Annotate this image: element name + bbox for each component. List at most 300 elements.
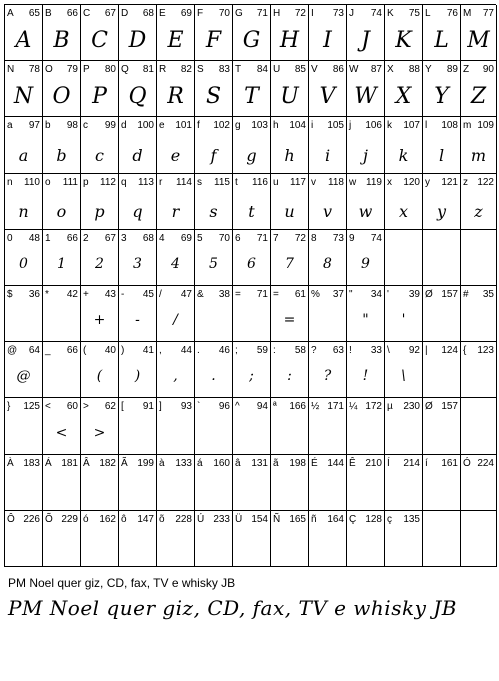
glyph-label [349, 458, 382, 469]
glyph-sample: s [209, 201, 218, 221]
glyph-code: 128 [365, 513, 382, 525]
glyph-label [45, 8, 78, 19]
glyph-label [235, 345, 268, 356]
glyph-char: 3 [121, 232, 127, 244]
glyph-char: 4 [159, 232, 165, 244]
glyph-code: 118 [328, 176, 344, 188]
glyph-cell [157, 174, 195, 230]
glyph-char: y [425, 176, 430, 188]
glyph-code: 67 [104, 8, 116, 19]
glyph-code: 214 [403, 457, 420, 469]
glyph-code: 70 [218, 232, 230, 244]
glyph-sample: I [323, 28, 332, 54]
glyph-cell [81, 61, 119, 117]
glyph-sample: B [53, 28, 70, 54]
glyph-sample: < [55, 424, 68, 441]
glyph-cell [157, 5, 195, 61]
glyph-char: s [197, 176, 202, 188]
glyph-char: 7 [273, 232, 279, 244]
glyph-code: 112 [100, 176, 116, 188]
glyph-label [159, 120, 192, 131]
glyph-sample: 7 [285, 255, 294, 272]
glyph-char: l [425, 120, 428, 132]
glyph-sample: X [395, 84, 412, 110]
glyph-code: 64 [28, 345, 40, 357]
glyph-label [387, 345, 420, 356]
glyph-char: S [197, 64, 204, 76]
glyph-char: * [45, 288, 49, 300]
glyph-sample: . [211, 368, 216, 385]
glyph-code: 94 [256, 401, 268, 413]
glyph-char: Ó [463, 457, 471, 469]
glyph-char: ã [273, 457, 279, 469]
glyph-cell [81, 511, 119, 567]
glyph-cell [195, 5, 233, 61]
glyph-code: 119 [366, 176, 382, 188]
glyph-char: = [235, 288, 241, 300]
glyph-sample: l [438, 145, 445, 165]
glyph-char: à [159, 457, 165, 469]
glyph-code: 71 [256, 232, 268, 244]
glyph-code: 74 [370, 232, 382, 244]
glyph-sample: = [283, 312, 296, 329]
glyph-cell [271, 342, 309, 398]
glyph-row [5, 5, 496, 61]
glyph-cell [309, 342, 347, 398]
glyph-label [349, 177, 382, 188]
glyph-label [197, 64, 230, 75]
glyph-label [45, 177, 78, 188]
glyph-char: z [463, 176, 468, 188]
glyph-cell [423, 174, 461, 230]
glyph-code: 120 [403, 176, 420, 188]
glyph-char: ) [121, 345, 125, 357]
glyph-char: ^ [235, 401, 240, 413]
glyph-sample: e [170, 145, 181, 165]
glyph-code: 124 [441, 345, 458, 357]
glyph-sample: y [436, 201, 447, 221]
glyph-char: # [463, 288, 469, 300]
glyph-code: 72 [294, 8, 306, 19]
glyph-char: 9 [349, 232, 355, 244]
glyph-cell [81, 174, 119, 230]
glyph-sample: k [398, 145, 409, 165]
glyph-sample: 5 [209, 255, 218, 272]
glyph-code: 93 [180, 401, 192, 413]
glyph-code: 183 [23, 457, 40, 469]
glyph-cell [5, 455, 43, 511]
glyph-label [121, 401, 154, 412]
glyph-code: 58 [294, 345, 306, 357]
glyph-code: 226 [23, 513, 40, 525]
glyph-code: 65 [28, 8, 40, 19]
character-map-grid [4, 4, 496, 567]
glyph-char: : [273, 345, 276, 357]
glyph-cell [233, 342, 271, 398]
glyph-char: Í [387, 457, 390, 469]
glyph-sample: D [128, 28, 147, 54]
glyph-sample: 6 [247, 255, 256, 272]
glyph-cell [385, 511, 423, 567]
glyph-sample: F [205, 28, 222, 54]
glyph-label [197, 177, 230, 188]
glyph-sample: > [93, 424, 106, 441]
glyph-label [425, 64, 458, 75]
glyph-char: ' [387, 288, 389, 300]
glyph-char: W [349, 64, 359, 76]
glyph-label [121, 8, 154, 19]
glyph-char: ; [235, 345, 238, 357]
glyph-char: C [83, 8, 91, 19]
glyph-char: ç [387, 513, 392, 525]
glyph-sample: , [173, 368, 178, 385]
glyph-cell [157, 286, 195, 342]
glyph-cell [271, 5, 309, 61]
glyph-label [197, 458, 230, 469]
glyph-code: 166 [289, 401, 306, 413]
glyph-cell [423, 230, 461, 286]
glyph-code: 81 [142, 64, 154, 76]
glyph-cell [5, 117, 43, 173]
glyph-code: 210 [365, 457, 382, 469]
glyph-char: E [159, 8, 166, 19]
glyph-char: K [387, 8, 394, 19]
glyph-code: 111 [62, 176, 78, 188]
glyph-sample: a [18, 145, 29, 165]
glyph-char: r [159, 176, 163, 188]
glyph-label [273, 401, 306, 412]
glyph-char: 0 [7, 232, 13, 244]
glyph-code: 164 [327, 513, 344, 525]
glyph-cell [347, 5, 385, 61]
glyph-char: á [197, 457, 203, 469]
glyph-label [273, 64, 306, 75]
glyph-label [235, 514, 268, 525]
glyph-code: 117 [290, 176, 306, 188]
glyph-char: o [45, 176, 51, 188]
glyph-code: 75 [408, 8, 420, 19]
glyph-cell [5, 342, 43, 398]
glyph-label [425, 345, 458, 356]
glyph-cell [423, 5, 461, 61]
glyph-char: p [83, 176, 89, 188]
glyph-cell [81, 455, 119, 511]
glyph-label [235, 8, 268, 19]
glyph-char: ( [83, 345, 87, 357]
glyph-label [425, 177, 458, 188]
glyph-label [7, 345, 40, 356]
glyph-label [45, 233, 78, 244]
glyph-char: . [197, 345, 200, 357]
glyph-code: 198 [289, 457, 306, 469]
glyph-cell [461, 511, 497, 567]
glyph-cell [233, 117, 271, 173]
glyph-code: 68 [142, 8, 154, 19]
glyph-char: m [463, 120, 472, 132]
glyph-code: 101 [175, 120, 192, 132]
glyph-sample: \ [401, 368, 406, 385]
glyph-cell [309, 455, 347, 511]
glyph-cell [43, 230, 81, 286]
glyph-code: 36 [28, 288, 40, 300]
glyph-label [197, 345, 230, 356]
glyph-label [45, 514, 78, 525]
glyph-code: 83 [218, 64, 230, 76]
glyph-sample: E [167, 28, 184, 54]
glyph-code: 43 [104, 288, 116, 300]
glyph-label [463, 177, 494, 188]
glyph-char: µ [387, 401, 393, 413]
glyph-code: 38 [218, 288, 230, 300]
glyph-code: 62 [104, 401, 116, 413]
glyph-code: 110 [24, 176, 40, 188]
glyph-char: = [273, 288, 279, 300]
glyph-cell [119, 5, 157, 61]
glyph-char: , [159, 345, 162, 357]
glyph-code: 69 [180, 8, 192, 19]
glyph-cell [271, 511, 309, 567]
glyph-char: w [349, 176, 357, 188]
glyph-sample: t [248, 201, 255, 221]
glyph-cell [271, 230, 309, 286]
glyph-char: R [159, 64, 167, 76]
glyph-cell [461, 61, 497, 117]
glyph-label [425, 8, 458, 19]
glyph-label [311, 289, 344, 300]
glyph-row [5, 511, 496, 567]
glyph-label [387, 401, 420, 412]
glyph-char: É [311, 457, 318, 469]
glyph-cell [461, 230, 497, 286]
glyph-row [5, 455, 496, 511]
glyph-cell [385, 286, 423, 342]
glyph-cell [233, 61, 271, 117]
glyph-cell [423, 511, 461, 567]
glyph-sample: h [284, 145, 295, 165]
glyph-char: $ [7, 288, 13, 300]
glyph-code: 108 [441, 120, 458, 132]
glyph-cell [43, 511, 81, 567]
glyph-code: 84 [256, 64, 268, 76]
glyph-label [7, 177, 40, 188]
glyph-cell [423, 117, 461, 173]
glyph-char: & [197, 288, 204, 300]
glyph-label [197, 401, 230, 412]
glyph-cell [119, 230, 157, 286]
glyph-label [387, 514, 420, 525]
glyph-cell [347, 174, 385, 230]
glyph-label [387, 177, 420, 188]
glyph-cell [119, 117, 157, 173]
glyph-code: 157 [441, 288, 458, 300]
glyph-code: 157 [441, 401, 458, 413]
glyph-cell [81, 230, 119, 286]
glyph-cell [347, 117, 385, 173]
glyph-label [121, 177, 154, 188]
glyph-label [159, 514, 192, 525]
glyph-cell [157, 230, 195, 286]
glyph-char: \ [387, 345, 390, 357]
glyph-code: 45 [142, 288, 154, 300]
glyph-code: 109 [477, 120, 494, 132]
glyph-sample: w [358, 201, 373, 221]
glyph-sample: r [171, 201, 180, 221]
glyph-label [425, 458, 458, 469]
glyph-label [7, 401, 40, 412]
glyph-char: Ã [121, 457, 128, 469]
glyph-cell [309, 511, 347, 567]
glyph-code: 154 [251, 513, 268, 525]
glyph-label [83, 233, 116, 244]
glyph-sample: q [132, 201, 143, 221]
glyph-label [311, 345, 344, 356]
glyph-code: 182 [99, 457, 116, 469]
glyph-cell [385, 230, 423, 286]
glyph-label [349, 64, 382, 75]
glyph-label [45, 120, 78, 131]
glyph-label [7, 120, 40, 131]
glyph-char: ô [121, 513, 127, 525]
glyph-cell [271, 117, 309, 173]
glyph-sample: C [91, 28, 108, 54]
glyph-sample: p [94, 201, 105, 221]
glyph-char: c [83, 120, 88, 132]
glyph-label [235, 458, 268, 469]
glyph-cell [5, 5, 43, 61]
glyph-sample: P [92, 84, 107, 110]
glyph-code: 72 [294, 232, 306, 244]
glyph-cell [461, 117, 497, 173]
glyph-char: q [121, 176, 127, 188]
glyph-code: 73 [332, 232, 344, 244]
glyph-char: D [121, 8, 129, 19]
glyph-char: õ [159, 513, 165, 525]
glyph-code: 105 [327, 120, 344, 132]
glyph-sample: " [362, 312, 369, 329]
glyph-label [235, 401, 268, 412]
glyph-code: 115 [214, 176, 230, 188]
glyph-sample: : [287, 368, 292, 385]
glyph-label [311, 514, 344, 525]
glyph-sample: f [210, 145, 217, 165]
glyph-char: Õ [45, 513, 53, 525]
glyph-char: P [83, 64, 90, 76]
glyph-sample: 4 [171, 255, 180, 272]
glyph-cell [271, 398, 309, 454]
glyph-row [5, 398, 496, 454]
glyph-sample: m [470, 145, 487, 165]
glyph-label [311, 233, 344, 244]
glyph-char: Â [83, 457, 90, 469]
glyph-sample: T [244, 84, 259, 110]
sample-caption: PM Noel quer giz, CD, fax, TV e whisky JB [8, 576, 236, 590]
glyph-sample: ? [323, 368, 332, 385]
glyph-code: 82 [180, 64, 192, 76]
glyph-sample: ) [134, 368, 141, 385]
glyph-label [311, 177, 344, 188]
glyph-cell [347, 61, 385, 117]
glyph-cell [385, 174, 423, 230]
glyph-label [7, 64, 40, 75]
glyph-label [235, 64, 268, 75]
glyph-cell [157, 61, 195, 117]
glyph-code: 97 [28, 120, 40, 132]
glyph-code: 229 [61, 513, 78, 525]
glyph-code: 87 [370, 64, 382, 76]
glyph-label [387, 289, 420, 300]
glyph-cell [5, 398, 43, 454]
glyph-label [349, 401, 382, 412]
glyph-label [197, 8, 230, 19]
glyph-label [7, 289, 40, 300]
glyph-char: Z [463, 64, 470, 76]
glyph-sample: v [322, 201, 333, 221]
glyph-cell [195, 286, 233, 342]
glyph-label [311, 458, 344, 469]
glyph-cell [423, 398, 461, 454]
glyph-sample: z [474, 201, 483, 221]
glyph-char: G [235, 8, 243, 19]
glyph-sample: i [324, 145, 331, 165]
glyph-code: 165 [289, 513, 306, 525]
glyph-label [387, 120, 420, 131]
glyph-label [463, 345, 494, 356]
glyph-char: T [235, 64, 242, 76]
glyph-char: í [425, 457, 428, 469]
glyph-code: 66 [66, 232, 78, 244]
glyph-sample: Y [434, 84, 449, 110]
glyph-char: Ú [197, 513, 205, 525]
glyph-label [197, 120, 230, 131]
glyph-char: 8 [311, 232, 317, 244]
glyph-char: N [7, 64, 15, 76]
glyph-label [83, 458, 116, 469]
glyph-code: 77 [482, 8, 494, 19]
glyph-cell [385, 61, 423, 117]
glyph-char: H [273, 8, 281, 19]
glyph-cell [195, 230, 233, 286]
glyph-code: 114 [176, 176, 192, 188]
glyph-code: 106 [365, 120, 382, 132]
glyph-code: 171 [327, 401, 344, 413]
glyph-cell [119, 61, 157, 117]
glyph-code: 86 [332, 64, 344, 76]
glyph-char: ó [83, 513, 89, 525]
glyph-label [387, 64, 420, 75]
glyph-char: Ê [349, 457, 356, 469]
glyph-sample: b [56, 145, 67, 165]
glyph-code: 102 [213, 120, 230, 132]
glyph-label [235, 120, 268, 131]
glyph-label [7, 458, 40, 469]
glyph-code: 68 [142, 232, 154, 244]
glyph-char: Ç [349, 513, 357, 525]
glyph-sample: ; [249, 368, 254, 385]
glyph-label [159, 458, 192, 469]
glyph-char: ¼ [349, 401, 358, 413]
glyph-cell [385, 342, 423, 398]
glyph-label [121, 289, 154, 300]
glyph-char: À [7, 457, 14, 469]
glyph-sample: 0 [19, 255, 28, 272]
glyph-code: 161 [441, 457, 458, 469]
glyph-code: 42 [66, 288, 78, 300]
glyph-cell [461, 286, 497, 342]
glyph-label [273, 289, 306, 300]
glyph-cell [119, 455, 157, 511]
glyph-label [7, 514, 40, 525]
glyph-char: ! [349, 345, 352, 357]
